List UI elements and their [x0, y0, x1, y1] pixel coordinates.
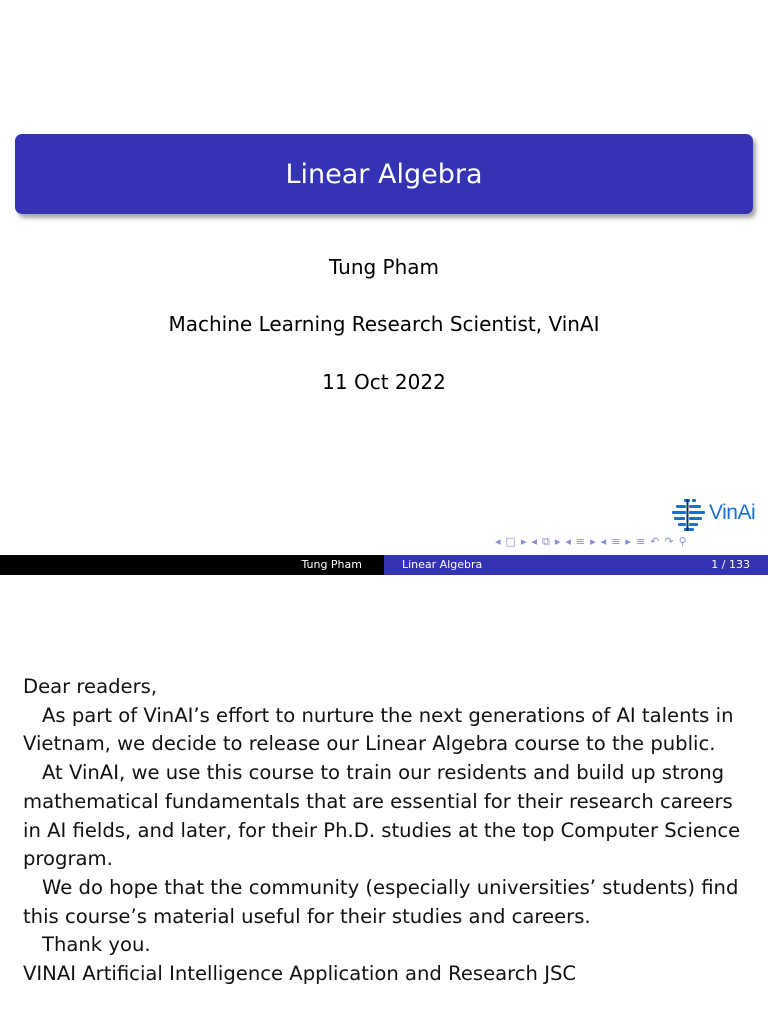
- nav-symbol[interactable]: ▸: [590, 535, 596, 548]
- nav-symbol[interactable]: ◂: [531, 535, 537, 548]
- letter-paragraph: As part of VinAI’s effort to nurture the next generations of AI talents in Vietnam, we decide to release our Linear Algebra course to the public.: [23, 703, 734, 756]
- nav-symbol[interactable]: ▸: [520, 535, 527, 548]
- nav-symbol[interactable]: ◂: [600, 535, 607, 548]
- nav-symbol[interactable]: ↶: [650, 535, 660, 548]
- nav-symbol[interactable]: ▸: [625, 535, 631, 548]
- slide-title: Linear Algebra: [285, 158, 483, 190]
- nav-symbol[interactable]: ◂: [565, 535, 571, 548]
- letter-signature: VINAI Artificial Intelligence Application and Research JSC: [23, 962, 577, 986]
- vinai-logo: [670, 497, 766, 533]
- nav-symbol[interactable]: □: [505, 535, 516, 548]
- letter-paragraph: At VinAI, we use this course to train our residents and build up strong mathematical fundamentals that are essential for their research careers in AI fields, and later, for their Ph.D. studies at the top Computer Science program.: [23, 761, 741, 871]
- footer-title: Linear Algebra: [402, 558, 483, 571]
- slide-date: 11 Oct 2022: [322, 370, 446, 394]
- letter-paragraph: We do hope that the community (especially universities’ students) find this course’s material useful for their studies and careers.: [23, 875, 739, 928]
- beamer-navigation-symbols[interactable]: [495, 534, 687, 550]
- footer-title-bar: [384, 555, 768, 575]
- nav-symbol[interactable]: ▸: [554, 535, 561, 548]
- nav-symbol[interactable]: ⚲: [678, 535, 687, 548]
- nav-symbol[interactable]: ≡: [611, 535, 621, 548]
- nav-symbol[interactable]: ◂: [495, 535, 501, 548]
- nav-symbol[interactable]: ⧉: [542, 535, 550, 548]
- nav-symbol[interactable]: ≡: [575, 535, 586, 548]
- letter-greeting: Dear readers,: [23, 675, 158, 698]
- footer-page-number: 1 / 133: [711, 558, 750, 571]
- slide-author: Tung Pham: [328, 255, 440, 279]
- footer-author: Tung Pham: [0, 555, 384, 575]
- slide-institute: Machine Learning Research Scientist, VinAI: [168, 312, 600, 336]
- title-banner: [15, 134, 753, 214]
- nav-symbol[interactable]: ↷: [664, 535, 674, 548]
- logo-wordmark: VinAi: [709, 501, 756, 524]
- vinai-logo-icon: [670, 497, 708, 533]
- slide-footer: [0, 555, 768, 575]
- letter-thanks: Thank you.: [42, 933, 151, 957]
- letter-to-readers: [23, 673, 743, 989]
- nav-symbol[interactable]: ≡: [635, 535, 646, 548]
